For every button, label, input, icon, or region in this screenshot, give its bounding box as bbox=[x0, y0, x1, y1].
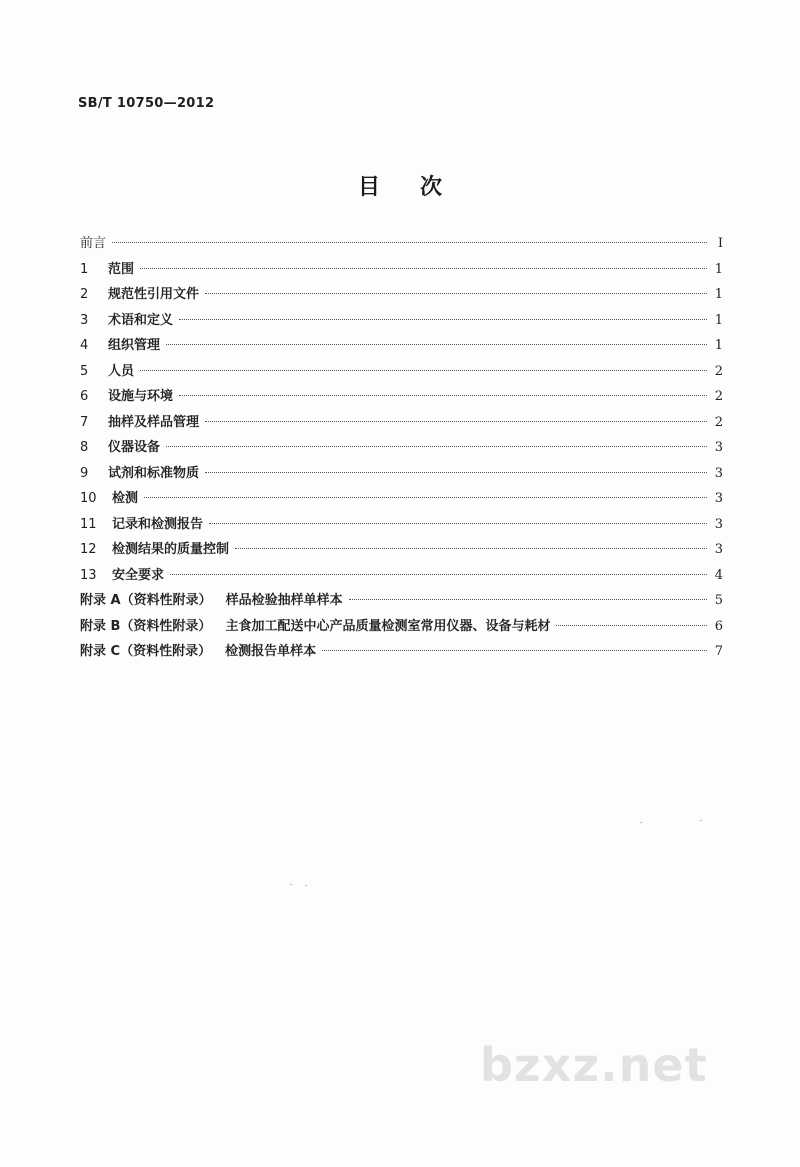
toc-entry-7[interactable] bbox=[80, 411, 723, 437]
appendix-page: 7 bbox=[714, 644, 723, 659]
toc-entry-label: 设施与环境 bbox=[108, 389, 174, 404]
watermark-logo: bzxz.net bbox=[480, 1038, 708, 1092]
toc-entry-page: 3 bbox=[714, 542, 723, 557]
leader-dots bbox=[209, 523, 707, 524]
toc-entry-label: 人员 bbox=[108, 363, 135, 379]
toc-entry-page: 3 bbox=[714, 491, 723, 506]
toc-entry-page: 2 bbox=[714, 389, 723, 404]
toc-entry-label: 记录和检测报告 bbox=[112, 516, 204, 532]
leader-dots bbox=[349, 599, 707, 600]
leader-dots bbox=[556, 625, 707, 626]
scan-speck bbox=[290, 884, 292, 885]
toc-entry-label: 前言 bbox=[80, 236, 107, 251]
leader-dots bbox=[179, 395, 707, 396]
toc-entry-label: 安全要求 bbox=[112, 567, 165, 583]
toc-entry-5[interactable] bbox=[80, 360, 723, 386]
toc-appendix-c[interactable] bbox=[80, 640, 723, 666]
toc-entry-number: 11 bbox=[80, 516, 97, 532]
leader-dots bbox=[205, 421, 707, 422]
toc-entry-number: 7 bbox=[80, 414, 89, 430]
toc-entry-label: 检测结果的质量控制 bbox=[112, 542, 230, 557]
toc-entry-label: 仪器设备 bbox=[108, 440, 161, 455]
toc-entry-2[interactable] bbox=[80, 283, 723, 309]
toc-entry-page: 2 bbox=[714, 363, 723, 379]
toc-entry-page: 2 bbox=[714, 414, 723, 430]
toc-entry-number: 1 bbox=[80, 261, 89, 277]
toc-entry-13[interactable] bbox=[80, 564, 723, 590]
toc-entry-number: 5 bbox=[80, 363, 89, 379]
leader-dots bbox=[170, 574, 707, 575]
leader-dots bbox=[179, 319, 707, 320]
toc-entry-number: 8 bbox=[80, 440, 89, 455]
toc-entry-10[interactable] bbox=[80, 487, 723, 513]
toc-entry-page: 1 bbox=[714, 287, 723, 302]
leader-dots bbox=[112, 242, 707, 243]
toc-entry-page: 3 bbox=[714, 465, 723, 481]
appendix-prefix: 附录 C（资料性附录） bbox=[80, 644, 212, 659]
toc-entry-page: 1 bbox=[714, 312, 723, 328]
toc-entry-label: 抽样及样品管理 bbox=[108, 414, 200, 430]
toc-entry-number: 9 bbox=[80, 465, 89, 481]
toc-entry-page: 1 bbox=[714, 338, 723, 353]
appendix-prefix: 附录 A（资料性附录） bbox=[80, 593, 212, 608]
leader-dots bbox=[322, 650, 707, 651]
scan-speck bbox=[640, 822, 642, 823]
toc-entry-page: 1 bbox=[714, 261, 723, 277]
leader-dots bbox=[205, 472, 707, 473]
standard-code: SB/T 10750—2012 bbox=[78, 96, 215, 111]
toc-entry-12[interactable] bbox=[80, 538, 723, 564]
leader-dots bbox=[144, 497, 707, 498]
leader-dots bbox=[140, 370, 707, 371]
appendix-page: 6 bbox=[714, 618, 723, 634]
toc-entry-label: 检测 bbox=[112, 491, 139, 506]
toc-entry-page: I bbox=[717, 236, 723, 251]
appendix-label: 检测报告单样本 bbox=[225, 644, 317, 659]
toc-entry-9[interactable] bbox=[80, 462, 723, 488]
toc-appendix-b[interactable] bbox=[80, 615, 723, 641]
appendix-label: 样品检验抽样单样本 bbox=[225, 593, 343, 608]
toc-entry-label: 术语和定义 bbox=[108, 312, 174, 328]
toc-entry-3[interactable] bbox=[80, 309, 723, 335]
toc-entry-number: 12 bbox=[80, 542, 97, 557]
toc-entry-number: 13 bbox=[80, 567, 97, 583]
toc-entry-label: 规范性引用文件 bbox=[108, 287, 200, 302]
toc-entry-page: 4 bbox=[714, 567, 723, 583]
leader-dots bbox=[166, 344, 707, 345]
toc-entry-foreword[interactable] bbox=[80, 232, 723, 258]
toc-entry-6[interactable] bbox=[80, 385, 723, 411]
toc-entry-page: 3 bbox=[714, 440, 723, 455]
leader-dots bbox=[205, 293, 707, 294]
scan-speck bbox=[700, 820, 702, 821]
appendix-label: 主食加工配送中心产品质量检测室常用仪器、设备与耗材 bbox=[225, 618, 551, 634]
toc-entry-number: 4 bbox=[80, 338, 89, 353]
table-of-contents bbox=[80, 232, 723, 666]
leader-dots bbox=[140, 268, 707, 269]
appendix-page: 5 bbox=[714, 593, 723, 608]
toc-entry-label: 范围 bbox=[108, 261, 135, 277]
toc-appendix-a[interactable] bbox=[80, 589, 723, 615]
toc-entry-11[interactable] bbox=[80, 513, 723, 539]
toc-entry-number: 6 bbox=[80, 389, 89, 404]
toc-entry-number: 10 bbox=[80, 491, 97, 506]
toc-entry-8[interactable] bbox=[80, 436, 723, 462]
appendix-prefix: 附录 B（资料性附录） bbox=[80, 618, 212, 634]
scan-speck bbox=[305, 885, 307, 886]
toc-entry-label: 试剂和标准物质 bbox=[108, 465, 200, 481]
toc-entry-1[interactable] bbox=[80, 258, 723, 284]
page-title: 目次 bbox=[357, 175, 482, 200]
leader-dots bbox=[235, 548, 707, 549]
toc-entry-page: 3 bbox=[714, 516, 723, 532]
toc-entry-number: 2 bbox=[80, 287, 89, 302]
leader-dots bbox=[166, 446, 707, 447]
toc-entry-label: 组织管理 bbox=[108, 338, 161, 353]
toc-entry-4[interactable] bbox=[80, 334, 723, 360]
toc-entry-number: 3 bbox=[80, 312, 89, 328]
